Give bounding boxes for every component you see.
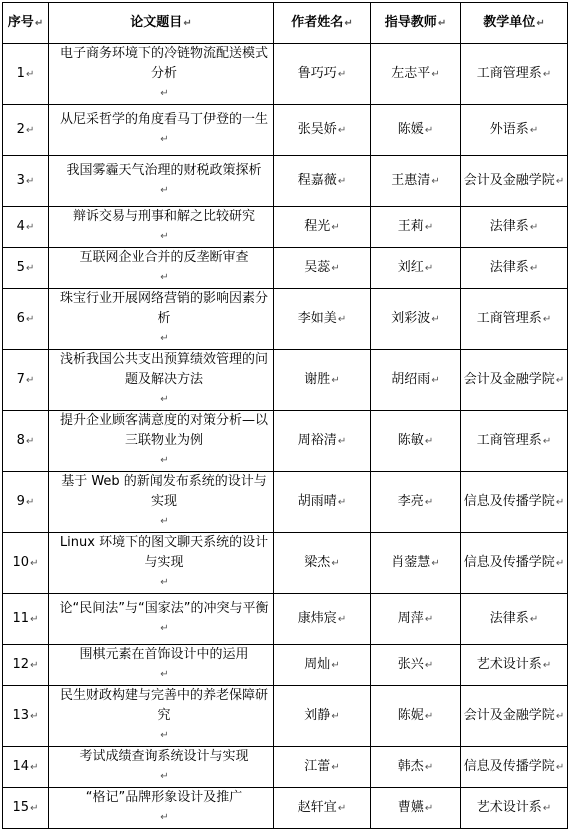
row-number: 11↵ xyxy=(3,594,49,645)
row-unit: 信息及传播学院↵ xyxy=(461,472,568,533)
row-number: 7↵ xyxy=(3,350,49,411)
row-advisor: 王莉↵ xyxy=(371,207,461,248)
row-unit: 外语系↵ xyxy=(461,105,568,156)
row-author: 周灿↵ xyxy=(274,645,371,686)
row-number: 3↵ xyxy=(3,156,49,207)
row-unit: 工商管理系↵ xyxy=(461,289,568,350)
table-row xyxy=(3,747,568,788)
row-title: 考试成绩查询系统设计与实现 ↵ xyxy=(49,747,274,788)
row-number: 4↵ xyxy=(3,207,49,248)
table-row xyxy=(3,686,568,747)
row-unit: 法律系↵ xyxy=(461,207,568,248)
table-row xyxy=(3,105,568,156)
row-title: 浅析我国公共支出预算绩效管理的问题及解决方法 ↵ xyxy=(49,350,274,411)
row-title: “格记”品牌形象设计及推广 ↵ xyxy=(49,788,274,829)
row-unit: 会计及金融学院↵ xyxy=(461,156,568,207)
table-row xyxy=(3,472,568,533)
header-no: 序号↵ xyxy=(3,3,49,44)
row-number: 5↵ xyxy=(3,248,49,289)
row-advisor: 左志平↵ xyxy=(371,44,461,105)
row-author: 谢胜↵ xyxy=(274,350,371,411)
row-author: 康炜宸↵ xyxy=(274,594,371,645)
row-advisor: 陈敏↵ xyxy=(371,411,461,472)
row-title: 论“民间法”与“国家法”的冲突与平衡 ↵ xyxy=(49,594,274,645)
table-row xyxy=(3,788,568,829)
row-number: 8↵ xyxy=(3,411,49,472)
row-author: 鲁巧巧↵ xyxy=(274,44,371,105)
table-row xyxy=(3,207,568,248)
row-unit: 信息及传播学院↵ xyxy=(461,747,568,788)
row-title: 围棋元素在首饰设计中的运用 ↵ xyxy=(49,645,274,686)
table-row xyxy=(3,533,568,594)
row-author: 吴蕊↵ xyxy=(274,248,371,289)
header-advisor: 指导教师↵ xyxy=(371,3,461,44)
table-row xyxy=(3,411,568,472)
header-row xyxy=(3,3,568,44)
row-author: 刘静↵ xyxy=(274,686,371,747)
row-title: 民生财政构建与完善中的养老保障研究 ↵ xyxy=(49,686,274,747)
table-row xyxy=(3,156,568,207)
row-author: 胡雨晴↵ xyxy=(274,472,371,533)
row-author: 李如美↵ xyxy=(274,289,371,350)
row-advisor: 曹嬿↵ xyxy=(371,788,461,829)
row-author: 张吴娇↵ xyxy=(274,105,371,156)
row-author: 周裕清↵ xyxy=(274,411,371,472)
row-advisor: 张兴↵ xyxy=(371,645,461,686)
row-advisor: 王惠清↵ xyxy=(371,156,461,207)
row-advisor: 周萍↵ xyxy=(371,594,461,645)
row-unit: 会计及金融学院↵ xyxy=(461,350,568,411)
row-advisor: 陈妮↵ xyxy=(371,686,461,747)
row-number: 9↵ xyxy=(3,472,49,533)
row-advisor: 胡绍雨↵ xyxy=(371,350,461,411)
row-number: 6↵ xyxy=(3,289,49,350)
row-title: 辩诉交易与刑事和解之比较研究 ↵ xyxy=(49,207,274,248)
row-author: 程光↵ xyxy=(274,207,371,248)
row-unit: 会计及金融学院↵ xyxy=(461,686,568,747)
row-unit: 工商管理系↵ xyxy=(461,44,568,105)
row-title: 电子商务环境下的冷链物流配送模式分析 ↵ xyxy=(49,44,274,105)
row-number: 15↵ xyxy=(3,788,49,829)
row-title: 互联网企业合并的反垄断审查 ↵ xyxy=(49,248,274,289)
row-number: 13↵ xyxy=(3,686,49,747)
row-advisor: 刘彩波↵ xyxy=(371,289,461,350)
row-title: 提升企业顾客满意度的对策分析—以三联物业为例 ↵ xyxy=(49,411,274,472)
row-number: 10↵ xyxy=(3,533,49,594)
table-row xyxy=(3,594,568,645)
row-author: 梁杰↵ xyxy=(274,533,371,594)
row-title: Linux 环境下的图文聊天系统的设计与实现 ↵ xyxy=(49,533,274,594)
row-author: 江蕾↵ xyxy=(274,747,371,788)
table-row xyxy=(3,44,568,105)
row-title: 我国雾霾天气治理的财税政策探析 ↵ xyxy=(49,156,274,207)
row-author: 赵轩宜↵ xyxy=(274,788,371,829)
row-number: 12↵ xyxy=(3,645,49,686)
row-unit: 工商管理系↵ xyxy=(461,411,568,472)
row-author: 程嘉薇↵ xyxy=(274,156,371,207)
row-unit: 信息及传播学院↵ xyxy=(461,533,568,594)
header-unit: 教学单位↵ xyxy=(461,3,568,44)
row-advisor: 肖蓥慧↵ xyxy=(371,533,461,594)
table-row xyxy=(3,248,568,289)
thesis-table xyxy=(2,2,568,829)
row-unit: 法律系↵ xyxy=(461,248,568,289)
row-advisor: 韩杰↵ xyxy=(371,747,461,788)
row-number: 14↵ xyxy=(3,747,49,788)
row-unit: 法律系↵ xyxy=(461,594,568,645)
row-unit: 艺术设计系↵ xyxy=(461,788,568,829)
row-title: 珠宝行业开展网络营销的影响因素分析 ↵ xyxy=(49,289,274,350)
row-unit: 艺术设计系↵ xyxy=(461,645,568,686)
table-row xyxy=(3,645,568,686)
row-number: 2↵ xyxy=(3,105,49,156)
row-title: 从尼采哲学的角度看马丁伊登的一生 ↵ xyxy=(49,105,274,156)
row-advisor: 李亮↵ xyxy=(371,472,461,533)
row-advisor: 陈媛↵ xyxy=(371,105,461,156)
row-advisor: 刘红↵ xyxy=(371,248,461,289)
table-row xyxy=(3,350,568,411)
table-row xyxy=(3,289,568,350)
row-title: 基于 Web 的新闻发布系统的设计与实现 ↵ xyxy=(49,472,274,533)
row-number: 1↵ xyxy=(3,44,49,105)
header-title: 论文题目↵ xyxy=(49,3,274,44)
header-author: 作者姓名↵ xyxy=(274,3,371,44)
